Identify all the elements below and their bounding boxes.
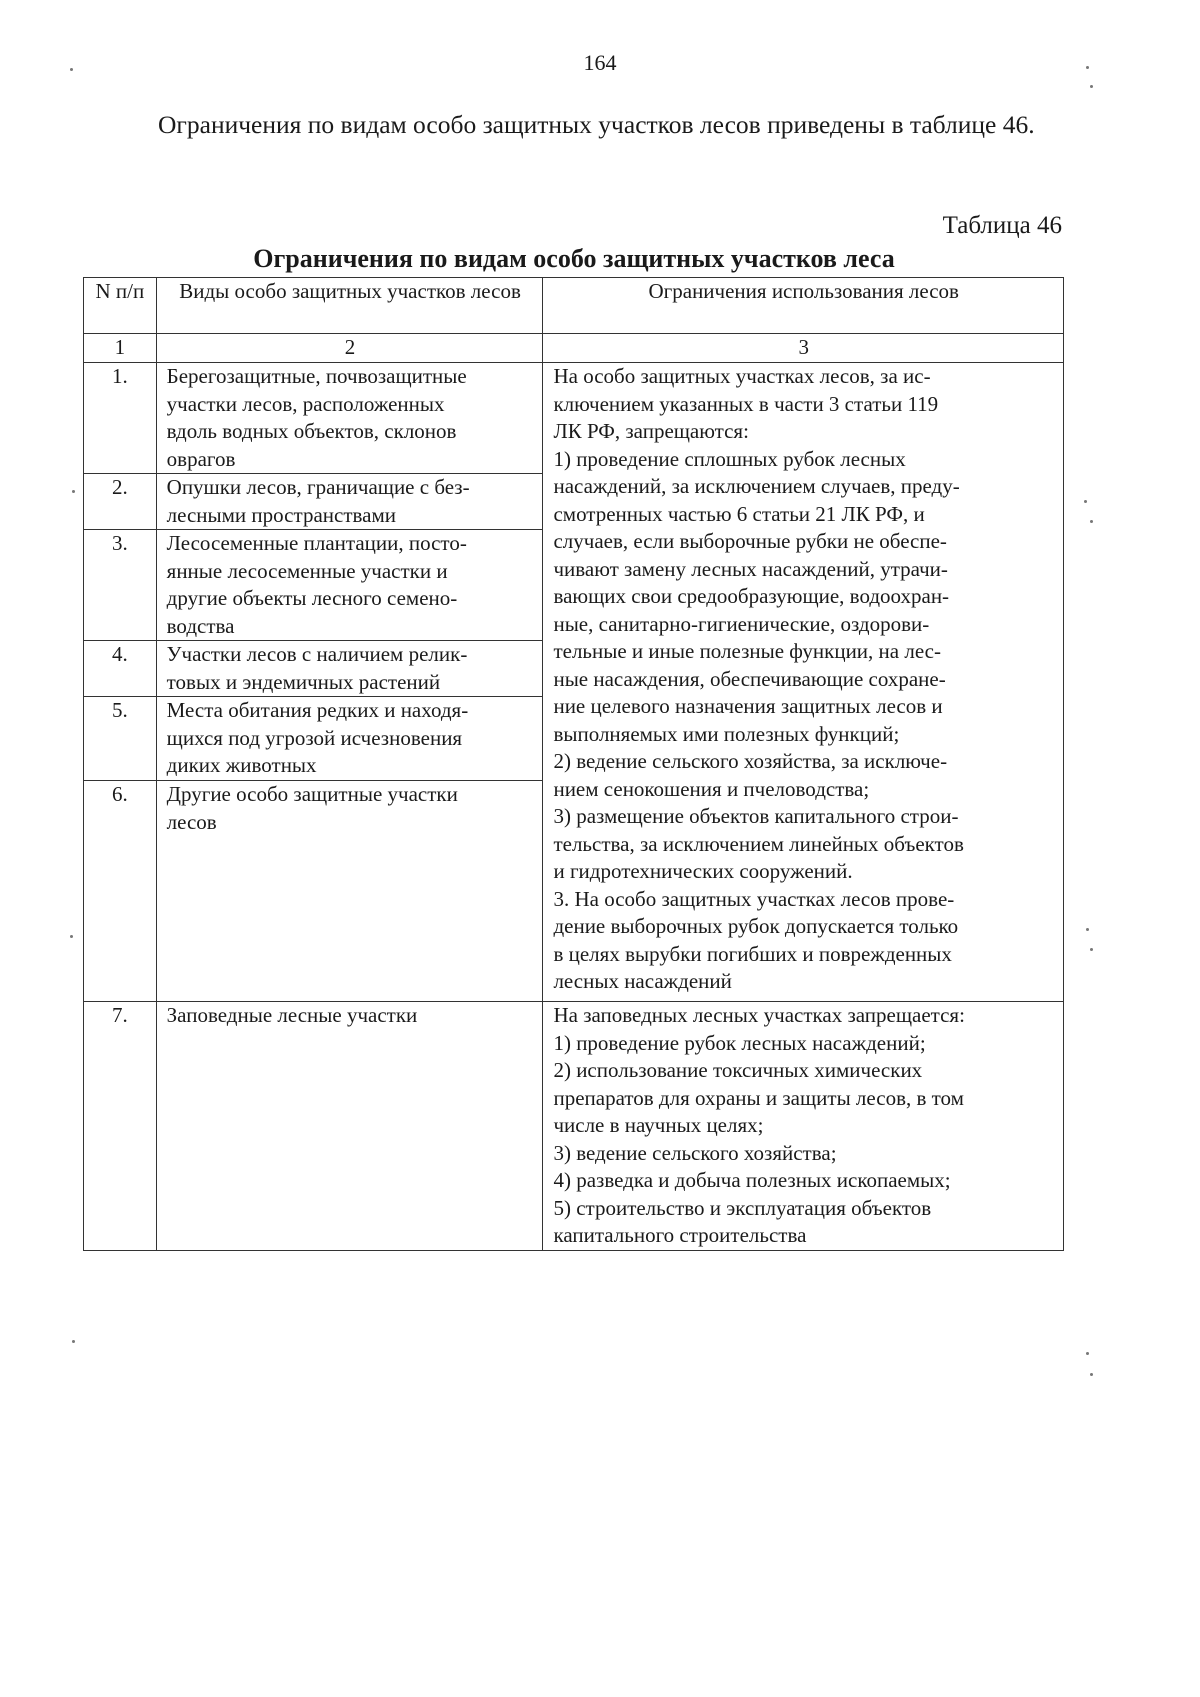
scan-speck (1090, 1373, 1093, 1376)
scan-speck (1090, 948, 1093, 951)
table-row (84, 363, 1064, 474)
scan-speck (1090, 85, 1093, 88)
cell-line: ные, санитарно-гигиенические, оздорови- (553, 611, 930, 636)
cell-line: дение выборочных рубок допускается только (553, 914, 959, 938)
table-title: Ограничения по видам особо защитных участков леса (253, 244, 895, 273)
cell-line: 4) разведка и добыча полезных ископаемых; (553, 1168, 951, 1192)
cell-line: насаждений, за исключением случаев, преду- (553, 474, 960, 498)
area-type-cell (156, 474, 543, 530)
cell-line: 3. На особо защитных участках лесов прове- (553, 886, 955, 911)
intro-paragraph: Ограничения по видам особо защитных участков лесов приведены в таблице 46. (158, 110, 1035, 139)
table-row (84, 1002, 1064, 1251)
scan-speck (1084, 500, 1087, 503)
cell-line: Берегозащитные, почвозащитные (166, 364, 467, 388)
cell-line: числе в научных целях; (553, 1113, 764, 1137)
cell-line: 1) проведение рубок лесных насаждений; (553, 1030, 926, 1055)
restrictions-cell (543, 363, 1064, 1002)
cell-line: лесных насаждений (553, 969, 732, 993)
cell-line: вдоль водных объектов, склонов (166, 419, 457, 443)
cell-line: препаратов для охраны и защиты лесов, в том (553, 1085, 964, 1110)
table-number: Таблица 46 (942, 212, 1062, 239)
cell-line: 2) использование токсичных химических (553, 1058, 923, 1082)
row-number: 4. (84, 641, 157, 697)
cell-line: ные насаждения, обеспечивающие сохране- (553, 666, 946, 691)
cell-line: товых и эндемичных растений (166, 669, 441, 694)
column-index: 2 (156, 334, 543, 363)
cell-line: лесов (166, 809, 217, 834)
area-type-cell (156, 697, 543, 781)
cell-line: участки лесов, расположенных (166, 391, 445, 416)
scan-speck (1090, 520, 1093, 523)
cell-line: диких животных (166, 753, 317, 777)
cell-line: Места обитания редких и находя- (166, 698, 469, 722)
area-type-cell (156, 363, 543, 474)
cell-line: чивают замену лесных насаждений, утрачи- (553, 556, 948, 581)
cell-line: выполняемых ими полезных функций; (553, 721, 900, 746)
cell-line: Другие особо защитные участки (166, 782, 458, 806)
scan-speck (70, 68, 73, 71)
cell-line: 2) ведение сельского хозяйства, за исключе- (553, 749, 948, 773)
cell-line: оврагов (166, 446, 236, 471)
cell-line: и гидротехнических сооружений. (553, 859, 853, 883)
table-header-row (84, 278, 1064, 334)
cell-line: тельные и иные полезные функции, на лес- (553, 639, 941, 663)
cell-line: На заповедных лесных участках запрещается: (553, 1003, 965, 1027)
cell-line: лесными пространствами (166, 502, 396, 527)
cell-line: тельства, за исключением линейных объектов (553, 831, 964, 856)
header-number: N п/п (84, 278, 157, 334)
cell-line: нием сенокошения и пчеловодства; (553, 776, 870, 801)
cell-line: другие объекты лесного семено- (166, 586, 458, 610)
area-type-cell (156, 781, 543, 1002)
row-number: 2. (84, 474, 157, 530)
row-number: 7. (84, 1002, 157, 1251)
area-type-cell: Заповедные лесные участки (156, 1002, 543, 1251)
column-index: 3 (543, 334, 1064, 363)
row-number: 5. (84, 697, 157, 781)
cell-line: На особо защитных участках лесов, за ис- (553, 364, 931, 388)
cell-line: ЛК РФ, запрещаются: (553, 419, 749, 443)
area-type-cell (156, 530, 543, 641)
restrictions-table (83, 277, 1064, 1251)
area-type-cell (156, 641, 543, 697)
cell-line: 3) размещение объектов капитального строи- (553, 804, 959, 828)
restrictions-cell (543, 1002, 1064, 1251)
cell-line: 1) проведение сплошных рубок лесных (553, 446, 906, 471)
scan-speck (1086, 928, 1089, 931)
cell-line: ключением указанных в части 3 статьи 119 (553, 391, 939, 416)
scan-speck (72, 1340, 75, 1343)
row-number: 1. (84, 363, 157, 474)
header-type: Виды особо защитных участков лесов (156, 278, 543, 334)
column-index: 1 (84, 334, 157, 363)
cell-line: 5) строительство и эксплуатация объектов (553, 1195, 932, 1220)
scan-speck (70, 935, 73, 938)
scan-speck (1086, 1352, 1089, 1355)
cell-line: Опушки лесов, граничащие с без- (166, 475, 470, 499)
row-number: 6. (84, 781, 157, 1002)
header-restrictions: Ограничения использования лесов (543, 278, 1064, 334)
cell-line: в целях вырубки погибших и поврежденных (553, 941, 952, 966)
cell-line: 3) ведение сельского хозяйства; (553, 1140, 837, 1165)
cell-line: Лесосеменные плантации, посто- (166, 531, 467, 555)
cell-line: случаев, если выборочные рубки не обеспе- (553, 529, 947, 553)
scan-speck (1086, 66, 1089, 69)
cell-line: капитального строительства (553, 1223, 807, 1247)
column-index-row (84, 334, 1064, 363)
cell-line: янные лесосеменные участки и (166, 558, 448, 583)
cell-line: щихся под угрозой исчезновения (166, 725, 463, 750)
cell-line: смотренных частью 6 статьи 21 ЛК РФ, и (553, 501, 925, 526)
cell-line: ние целевого назначения защитных лесов и (553, 694, 943, 718)
cell-line: вающих свои средообразующие, водоохран- (553, 584, 950, 608)
row-number: 3. (84, 530, 157, 641)
cell-line: Участки лесов с наличием релик- (166, 642, 468, 666)
cell-line: водства (166, 613, 235, 638)
scan-speck (72, 490, 75, 493)
page-number: 164 (583, 50, 617, 75)
